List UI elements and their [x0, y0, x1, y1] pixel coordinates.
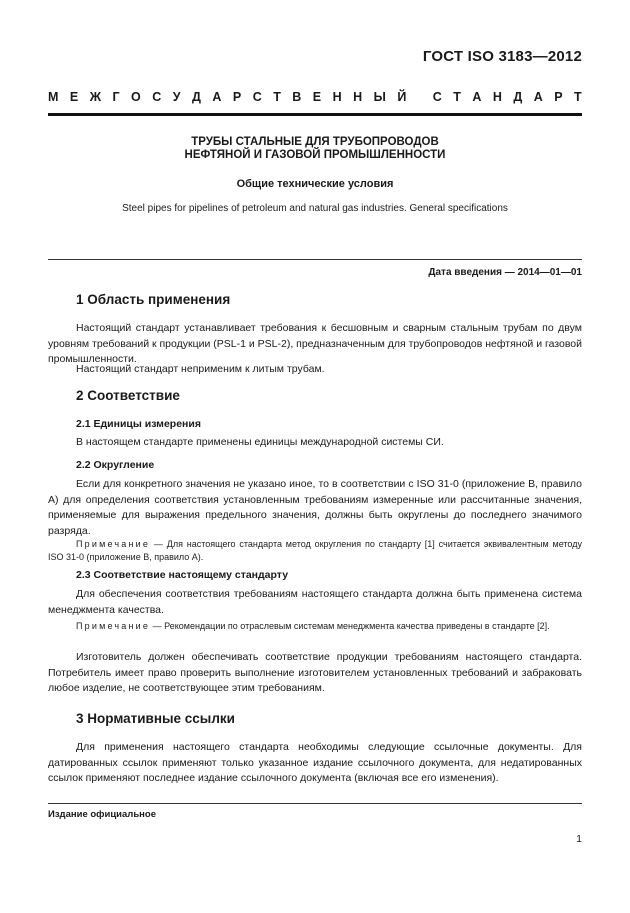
subsection-2-3-paragraph-1: Для обеспечения соответствия требованиям настоящего стандарта должна быть применена система менеджмента качества.	[48, 588, 582, 616]
standard-type-letter: Е	[69, 90, 79, 104]
standard-code: ГОСТ ISO 3183—2012	[422, 48, 582, 65]
standard-type-letter: М	[48, 90, 59, 104]
footer-rule	[48, 803, 582, 804]
document-subtitle: Общие технические условия	[236, 178, 394, 190]
subsection-2-1-heading: 2.1 Единицы измерения	[76, 418, 201, 430]
standard-type-letter: Ж	[89, 90, 102, 104]
subsection-2-2-heading: 2.2 Округление	[76, 459, 155, 471]
edition-label: Издание официальное	[48, 809, 156, 820]
section-1-paragraph-1: Настоящий стандарт устанавливает требования к бесшовным и сварным стальным трубам по двум уровням требований к продукции (PSL-1 и PSL-2), предназначенным для трубопроводов нефтяной и газовой промышленности.	[48, 322, 583, 365]
standard-type-letter: Е	[312, 90, 322, 104]
standard-type-letter: Д	[192, 90, 201, 104]
standard-type-letter: В	[292, 90, 302, 104]
subsection-2-1-paragraph: В настоящем стандарте применены единицы международной системы СИ.	[76, 436, 444, 448]
introduction-date: Дата введения — 2014—01—01	[428, 267, 582, 278]
section-3-paragraph: Для применения настоящего стандарта необходимы следующие ссылочные документы. Для датированных ссылок применяют только указанное издание ссылочного документа, для недатированных ссылок применяют последнее издание ссылочного документа (включая все его изменения).	[48, 741, 582, 784]
note-text: — Рекомендации по отраслевым системам менеджмента качества приведены в стандарте [2].	[150, 621, 550, 631]
document-title	[48, 136, 582, 162]
standard-type-letter: Ы	[373, 90, 386, 104]
standard-type-letter: С	[152, 90, 162, 104]
subsection-2-2-note	[48, 538, 582, 564]
standard-type-letter: С	[432, 90, 442, 104]
section-2-heading: 2 Соответствие	[76, 388, 180, 403]
subsection-2-3-note	[48, 620, 582, 633]
section-1-heading: 1 Область применения	[76, 292, 231, 307]
standard-type-letter	[418, 90, 421, 108]
subsection-2-3-paragraph-2: Изготовитель должен обеспечивать соответствие продукции требованиям настоящего стандарта. Потребитель имеет право проверить выполнение изготовителем установленных требований и забраковать любое изделие, не соответствующее этим требованиям.	[48, 651, 582, 694]
page-number: 1	[576, 833, 582, 845]
standard-type-letter: А	[472, 90, 482, 104]
header-rule	[48, 113, 582, 116]
title-divider	[48, 259, 582, 260]
english-title: Steel pipes for pipelines of petroleum and natural gas industries. General specifications	[122, 203, 508, 214]
standard-type-heading	[48, 90, 582, 108]
standard-type-letter: Т	[273, 90, 281, 104]
subsection-2-2-paragraph: Если для конкретного значения не указано иное, то в соответствии с ISO 31-0 (приложение B, правило A) для определения соответствия установленным требованиям измеренные или рассчитанные значения, применяемые для выражения предельного значения, должны быть округлены до последнего значимого разряда.	[48, 478, 582, 537]
subsection-2-3-heading: 2.3 Соответствие настоящему стандарту	[76, 569, 289, 581]
standard-type-letter: А	[533, 90, 543, 104]
standard-type-letter: Н	[353, 90, 363, 104]
standard-type-letter: О	[131, 90, 141, 104]
standard-type-letter: Д	[513, 90, 523, 104]
standard-type-letter: Р	[554, 90, 563, 104]
note-label: Примечание	[76, 621, 151, 631]
title-line-1: ТРУБЫ СТАЛЬНЫЕ ДЛЯ ТРУБОПРОВОДОВ	[191, 136, 439, 148]
note-label: Примечание	[76, 539, 151, 549]
note-text: — Для настоящего стандарта метод округления по стандарту [1] считается эквивалентным методу ISO 31-0 (приложение B, правило A).	[48, 539, 582, 562]
standard-type-letter: Р	[232, 90, 242, 104]
section-3-heading: 3 Нормативные ссылки	[76, 711, 235, 726]
section-1-paragraph-2: Настоящий стандарт неприменим к литым трубам.	[76, 363, 325, 375]
title-line-2: НЕФТЯНОЙ И ГАЗОВОЙ ПРОМЫШЛЕННОСТИ	[184, 149, 446, 161]
standard-type-letter: Т	[453, 90, 461, 104]
standard-type-letter: С	[252, 90, 262, 104]
standard-type-letter: Г	[112, 90, 120, 104]
standard-type-letter: У	[172, 90, 181, 104]
standard-type-letter: Н	[332, 90, 342, 104]
standard-type-letter: А	[212, 90, 222, 104]
standard-type-letter: Т	[574, 90, 582, 104]
standard-type-letter: Н	[492, 90, 502, 104]
standard-type-letter: Й	[397, 90, 407, 104]
